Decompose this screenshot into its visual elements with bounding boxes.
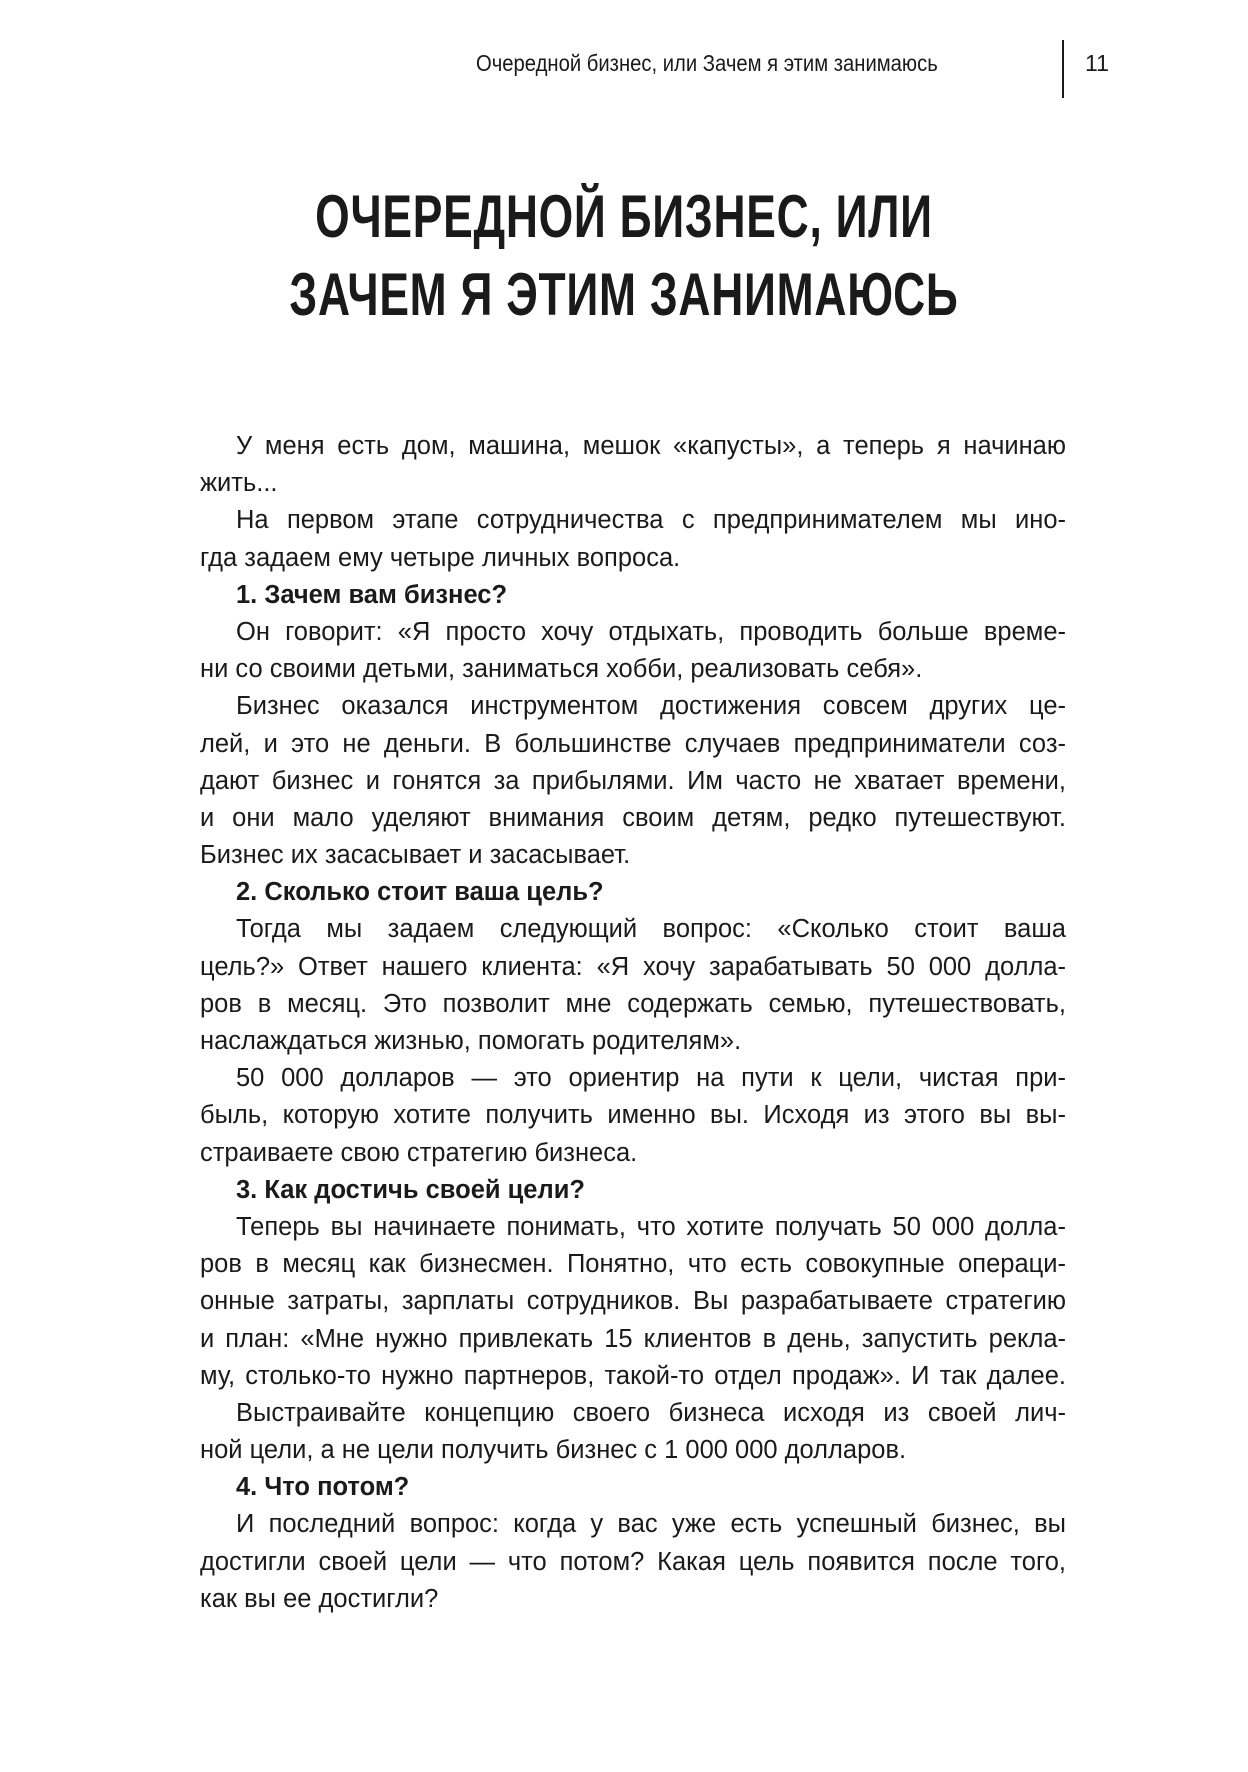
text-line: жить... — [200, 469, 278, 498]
text-line: Теперь вы начинаете понимать, что хотите получать 50 000 долла- — [236, 1212, 1066, 1241]
text-line: 50 000 долларов — это ориентир на пути к цели, чистая при- — [236, 1064, 1066, 1093]
text-line: И последний вопрос: когда у вас уже есть успешный бизнес, вы — [236, 1510, 1066, 1539]
page-number: 11 — [1085, 50, 1109, 76]
text-line: как вы ее достигли? — [200, 1584, 439, 1613]
text-line: быль, которую хотите получить именно вы. Исходя из этого вы вы- — [200, 1101, 1066, 1130]
text-line: Бизнес оказался инструментом достижения совсем других це- — [236, 692, 1066, 721]
body-text — [200, 428, 1066, 1618]
text-line: Бизнес их засасывает и засасывает. — [200, 841, 631, 870]
text-line: ной цели, а не цели получить бизнес с 1 000 000 долларов. — [200, 1436, 907, 1465]
text-line: гда задаем ему четыре личных вопроса. — [200, 543, 681, 572]
chapter-title — [0, 178, 1248, 334]
chapter-title-line-1: ОЧЕРЕДНОЙ БИЗНЕС, ИЛИ — [315, 183, 933, 250]
section-heading: 2. Сколько стоит ваша цель? — [236, 878, 604, 907]
text-line: лей, и это не деньги. В большинстве случаев предприниматели соз- — [200, 729, 1066, 758]
text-line: страиваете свою стратегию бизнеса. — [200, 1138, 638, 1167]
text-line: и они мало уделяют внимания своим детям, редко путешествуют. — [200, 803, 1066, 832]
text-line: наслаждаться жизнью, помогать родителям». — [200, 1027, 742, 1055]
text-line: му, столько-то нужно партнеров, такой-то отдел продаж». И так далее. — [200, 1361, 1066, 1390]
text-line: Выстраивайте концепцию своего бизнеса исходя из своей лич- — [236, 1398, 1066, 1427]
text-line: дают бизнес и гонятся за прибылями. Им часто не хватает времени, — [200, 766, 1066, 795]
text-line: цель?» Ответ нашего клиента: «Я хочу зарабатывать 50 000 долла- — [200, 952, 1066, 981]
running-header-title: Очередной бизнес, или Зачем я этим занимаюсь — [476, 50, 938, 76]
text-line: Он говорит: «Я просто хочу отдыхать, проводить больше време- — [236, 617, 1066, 646]
text-line: На первом этапе сотрудничества с предпринимателем мы ино- — [236, 506, 1066, 535]
text-line: достигли своей цели — что потом? Какая цель появится после того, — [200, 1547, 1066, 1576]
chapter-title-line-2: ЗАЧЕМ Я ЭТИМ ЗАНИМАЮСЬ — [289, 261, 959, 328]
section-heading: 3. Как достичь своей цели? — [236, 1175, 585, 1204]
text-line: ров в месяц как бизнесмен. Понятно, что есть совокупные операци- — [200, 1250, 1066, 1279]
text-line: Тогда мы задаем следующий вопрос: «Сколько стоит ваша — [236, 915, 1066, 944]
section-heading: 4. Что потом? — [236, 1473, 410, 1502]
text-line: и план: «Мне нужно привлекать 15 клиентов в день, запустить рекла- — [200, 1324, 1066, 1353]
text-line: У меня есть дом, машина, мешок «капусты», а теперь я начинаю — [236, 432, 1066, 460]
header-divider — [1062, 40, 1064, 98]
text-line: онные затраты, зарплаты сотрудников. Вы разрабатываете стратегию — [200, 1287, 1066, 1316]
text-line: ни со своими детьми, заниматься хобби, реализовать себя». — [200, 655, 923, 684]
text-line: ров в месяц. Это позволит мне содержать семью, путешествовать, — [200, 989, 1066, 1018]
section-heading: 1. Зачем вам бизнес? — [236, 580, 508, 609]
